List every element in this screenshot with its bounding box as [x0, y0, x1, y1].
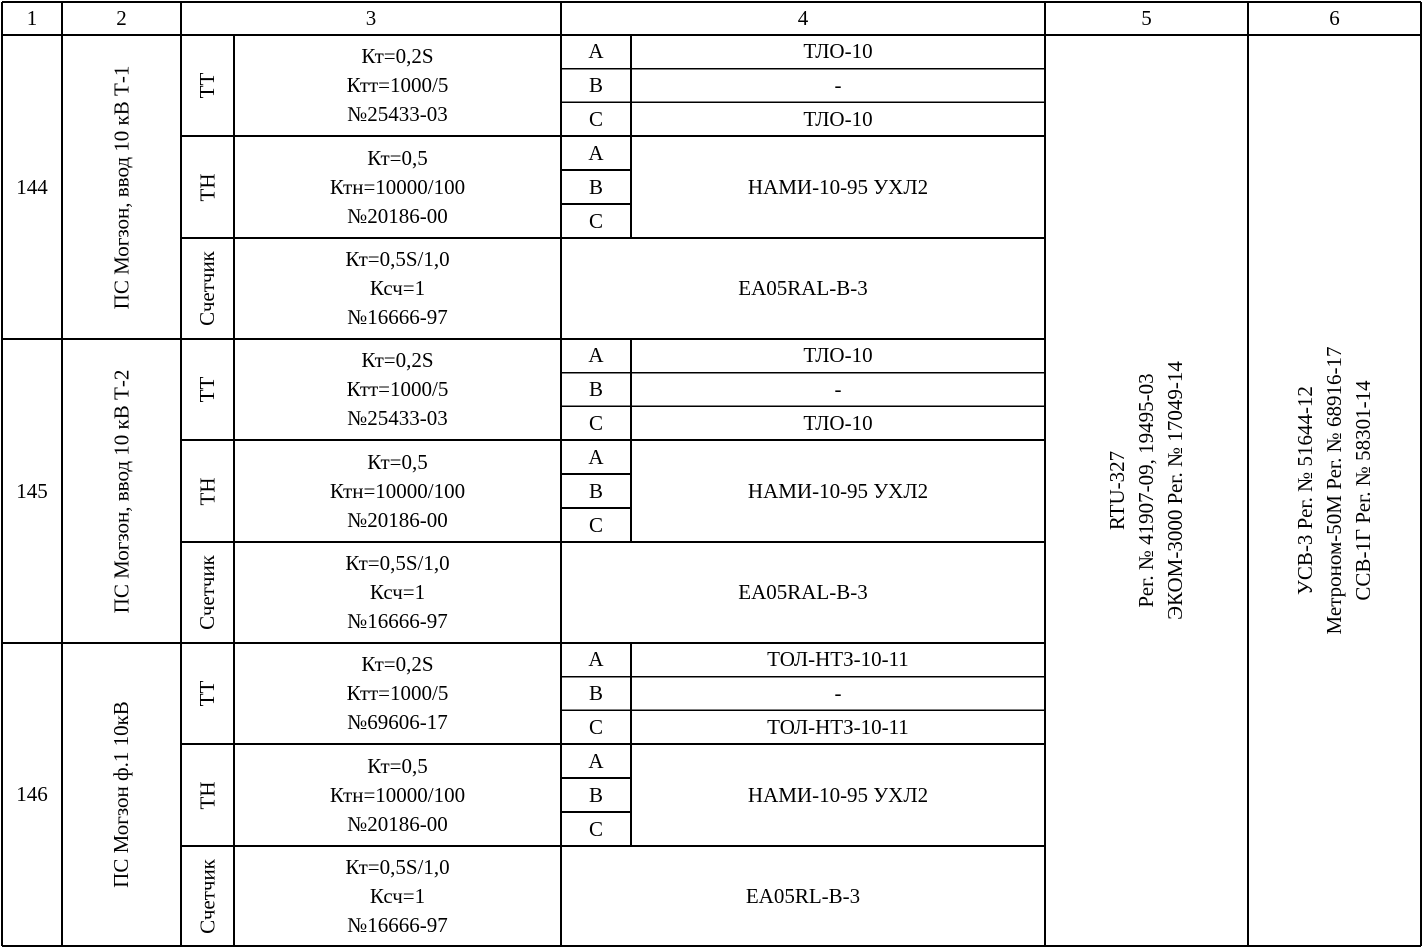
- time-sync-info: [1248, 35, 1421, 946]
- tt-type: ТЛО-10: [803, 106, 873, 131]
- phase-label: С: [588, 816, 603, 841]
- meter-params-line-3: №16666-97: [347, 912, 448, 937]
- tt-params: [234, 339, 561, 440]
- tn-label: ТН: [195, 781, 219, 809]
- controller-info-line-2: Рег. № 41907-09, 19495-03: [1134, 373, 1158, 608]
- phase-label: С: [588, 208, 603, 233]
- meter-params-line-3: №16666-97: [347, 305, 448, 329]
- tn-params: [234, 440, 561, 542]
- phase-label: А: [588, 748, 604, 773]
- tt-params-line-3: №25433-03: [347, 102, 448, 126]
- meter-label: Счетчик: [195, 555, 219, 630]
- controller-info: [1045, 35, 1248, 946]
- phase-label: С: [588, 410, 603, 435]
- tt-type: ТЛО-10: [803, 39, 873, 64]
- header-col-4: 4: [797, 6, 809, 30]
- tt-type: -: [834, 680, 842, 705]
- header-col-2: 2: [116, 6, 127, 30]
- tn-label: ТН: [195, 173, 219, 201]
- substation-name: ПС Могзон ф.1 10кВ: [109, 701, 133, 888]
- meter-label: Счетчик: [195, 858, 219, 934]
- tn-params-line-3: №20186-00: [347, 203, 448, 228]
- meter-type: EA05RL-B-3: [745, 883, 861, 908]
- tt-type: -: [834, 72, 842, 97]
- phase-label: А: [588, 140, 604, 165]
- meter-params-line-2: Ксч=1: [369, 580, 426, 604]
- phase-label: А: [588, 343, 604, 368]
- phase-label: В: [588, 174, 603, 199]
- controller-info-line-1: RTU-327: [1105, 450, 1129, 531]
- tn-label: ТН: [195, 477, 219, 505]
- tn-params-line-2: Ктн=10000/100: [329, 174, 466, 199]
- meter-params: [234, 846, 561, 946]
- meter-params: [234, 542, 561, 643]
- header-col-5: 5: [1141, 6, 1152, 30]
- meter-label: Счетчик: [195, 251, 219, 326]
- tt-params: [234, 643, 561, 744]
- meter-params: [234, 238, 561, 339]
- header-col-6: 6: [1329, 6, 1340, 30]
- header-col-1: 1: [26, 6, 38, 30]
- meter-type: EA05RAL-B-3: [738, 580, 868, 604]
- meter-params-line-1: Кт=0,5S/1,0: [345, 247, 450, 271]
- tt-params-line-1: Кт=0,2S: [361, 44, 434, 68]
- meter-params-line-2: Ксч=1: [369, 883, 426, 908]
- tt-params-line-2: Ктт=1000/5: [346, 681, 449, 705]
- tt-params-line-3: №69606-17: [347, 710, 448, 734]
- tt-params-line-1: Кт=0,2S: [361, 652, 434, 676]
- meter-params-line-1: Кт=0,5S/1,0: [345, 551, 450, 575]
- tt-type: ТЛО-10: [803, 410, 873, 435]
- meter-type: EA05RAL-B-3: [738, 276, 868, 300]
- time-sync-info-line-3: ССВ-1Г Рег. № 58301-14: [1351, 380, 1375, 601]
- meter-params-line-3: №16666-97: [347, 609, 448, 633]
- tn-params: [234, 744, 561, 846]
- row-number: 146: [16, 782, 48, 806]
- phase-label: В: [588, 478, 603, 503]
- tt-params-line-3: №25433-03: [347, 406, 448, 430]
- phase-label: С: [588, 512, 603, 537]
- phase-label: С: [588, 714, 603, 739]
- phase-label: А: [588, 39, 604, 64]
- phase-label: А: [588, 444, 604, 469]
- tt-params-line-2: Ктт=1000/5: [346, 377, 449, 401]
- tt-type: ТОЛ-НТЗ-10-11: [767, 714, 909, 739]
- substation-name: ПС Могзон, ввод 10 кВ Т-2: [109, 369, 133, 613]
- controller-info-line-3: ЭКОМ-3000 Рег. № 17049-14: [1163, 361, 1187, 620]
- tt-type: -: [834, 376, 842, 401]
- row-number: 145: [16, 478, 48, 503]
- time-sync-info-line-1: УСВ-3 Рег. № 51644-12: [1293, 386, 1317, 595]
- phase-label: В: [588, 782, 603, 807]
- substation-name: ПС Могзон, ввод 10 кВ Т-1: [109, 65, 133, 309]
- tt-params-line-2: Ктт=1000/5: [346, 73, 449, 97]
- meter-params-line-2: Ксч=1: [369, 276, 426, 300]
- tn-params-line-3: №20186-00: [347, 811, 448, 836]
- phase-label: В: [588, 680, 603, 705]
- phase-label: В: [588, 376, 603, 401]
- tn-params-line-2: Ктн=10000/100: [329, 478, 466, 503]
- tn-type: НАМИ-10-95 УХЛ2: [747, 174, 929, 199]
- tt-label: ТТ: [195, 376, 219, 403]
- tt-params: [234, 35, 561, 136]
- tn-type: НАМИ-10-95 УХЛ2: [747, 782, 929, 807]
- meter-params-line-1: Кт=0,5S/1,0: [345, 854, 450, 879]
- tn-params-line-3: №20186-00: [347, 507, 448, 532]
- tn-params: [234, 136, 561, 238]
- row-number: 144: [16, 174, 48, 199]
- tn-type: НАМИ-10-95 УХЛ2: [747, 478, 929, 503]
- phase-label: В: [588, 72, 603, 97]
- tt-type: ТОЛ-НТЗ-10-11: [767, 647, 909, 672]
- phase-label: С: [588, 106, 603, 131]
- tt-params-line-1: Кт=0,2S: [361, 348, 434, 372]
- tt-label: ТТ: [195, 72, 219, 99]
- phase-label: А: [588, 647, 604, 672]
- tt-type: ТЛО-10: [803, 343, 873, 368]
- time-sync-info-line-2: Метроном-50М Рег. № 68916-17: [1322, 346, 1346, 635]
- tt-label: ТТ: [195, 680, 219, 707]
- tn-params-line-1: Кт=0,5: [367, 753, 428, 778]
- tn-params-line-1: Кт=0,5: [367, 449, 428, 474]
- tn-params-line-2: Ктн=10000/100: [329, 782, 466, 807]
- tn-params-line-1: Кт=0,5: [367, 145, 428, 170]
- header-col-3: 3: [365, 6, 377, 30]
